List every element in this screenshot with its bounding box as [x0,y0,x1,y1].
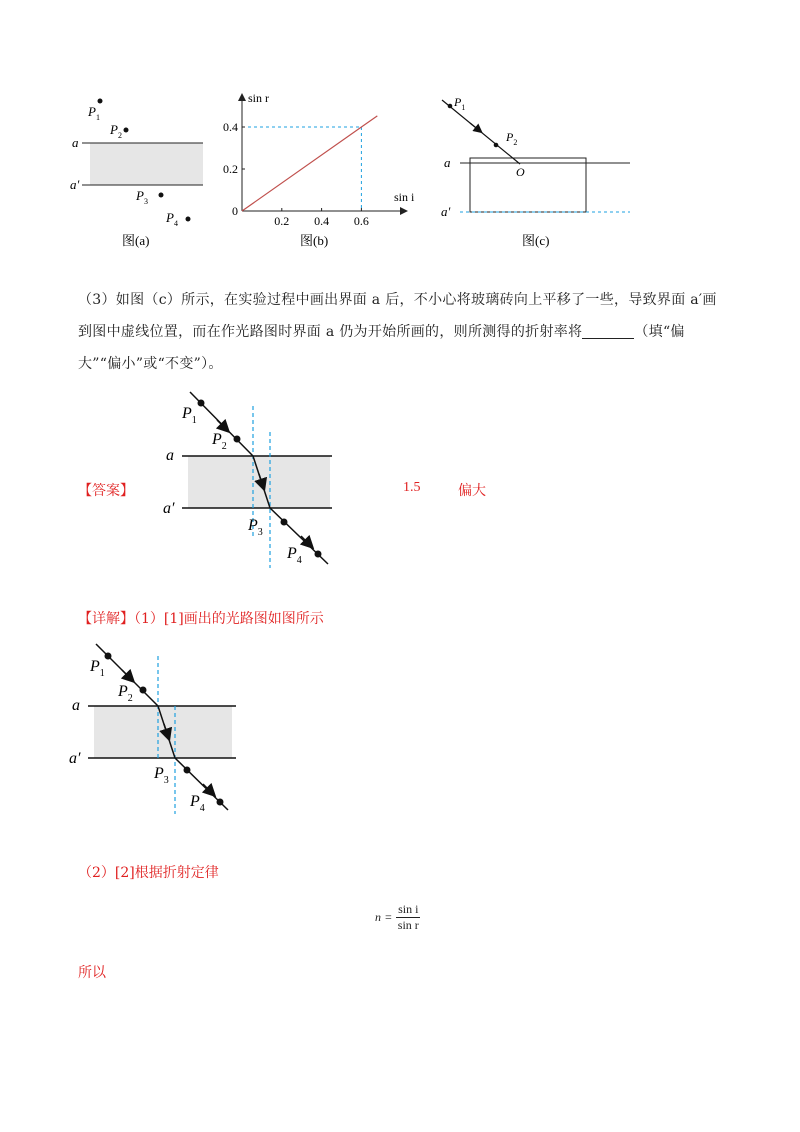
pin-p1 [98,99,103,104]
refraction-formula [375,902,421,933]
label-p3: $P_3$ [154,765,169,786]
label-a-prime: a′ [69,750,81,767]
pin-p3 [159,193,164,198]
formula-denominator: sin r [397,918,419,932]
label-p2: $P_2$ [118,683,133,704]
pin-p4 [186,217,191,222]
pin-p3 [281,519,288,526]
label-a-prime: a′ [441,204,451,219]
figure-a [60,88,220,258]
label-a-prime: a′ [163,500,175,517]
data-line [242,116,377,211]
question-3-text: （3）如图（c）所示，在实验过程中画出界面 a 后，不小心将玻璃砖向上平移了一些，导致界面 a′画到图中虚线位置，而在作光路图时界面 a 仍为开始所画的，则所测得的折射率将 [78,292,717,340]
pin-p4 [315,551,322,558]
label-p2: $P_2$ [212,431,227,452]
label-p1: $P_1$ [90,658,105,679]
pin-p3 [184,767,191,774]
caption-c: 图(c) [522,233,550,248]
formula-fraction [396,902,421,933]
glass-block [90,143,203,185]
y-tick-label: 0.2 [223,162,238,176]
label-a: a [444,155,451,170]
ray-arrow [470,123,480,131]
x-axis-label: sin i [394,190,415,204]
arrow-1 [122,670,131,679]
label-a: a [166,447,174,464]
formula-numerator: sin i [398,902,419,916]
answer-value-1: 1.5 [403,480,421,495]
pin-p2 [494,143,499,148]
x-tick-label: 0.4 [314,214,330,228]
label-p1: $P_1$ [182,405,197,426]
label-p2: $P_2$ [110,122,122,140]
figure-b-chart [222,88,422,258]
detail-diagram [66,638,266,828]
detail-step-2: （2）[2]根据折射定律 [78,865,219,881]
detail-so: 所以 [78,965,106,981]
pin-p1 [448,104,453,109]
caption-a: 图(a) [122,233,150,248]
label-p3: $P_3$ [248,517,263,538]
y-tick-label: 0.4 [223,120,238,134]
answer-value-2: 偏大 [458,483,486,499]
formula-eq: = [385,910,392,924]
x-tick-label: 0.2 [274,214,290,228]
label-o: O [516,165,525,179]
y-axis-label: sin r [248,91,269,105]
figure-c [430,88,640,258]
pin-p1 [198,400,205,407]
detail-step-1-text: （1）[1]画出的光路图如图所示 [134,611,324,627]
arrow-3 [203,784,212,793]
label-p4: $P_4$ [190,793,205,814]
label-p2: $P_2$ [506,130,518,147]
question-3-text-2: （填“偏大”“偏小”或“不变”）。 [78,324,685,372]
label-a: a [72,697,80,714]
label-p1: $P_1$ [88,104,100,122]
pin-p2 [140,687,147,694]
formula-lhs: n [375,910,381,924]
label-p4: $P_4$ [166,210,178,228]
label-a-prime: a′ [70,177,80,192]
caption-b: 图(b) [300,233,329,248]
glass-block-outline [470,158,586,212]
detail-label: 【详解】 [78,611,134,627]
question-3 [78,284,718,380]
label-a: a [72,135,79,150]
label-p1: $P_1$ [454,95,466,112]
arrow-1 [217,420,226,429]
pin-p2 [234,436,241,443]
label-p4: $P_4$ [287,545,302,566]
pin-p2 [124,128,129,133]
answer-blank [582,322,634,339]
glass-block [188,456,330,508]
answer-diagram [160,388,360,578]
x-tick-label: 0.6 [353,214,369,228]
origin-label: 0 [232,204,238,218]
glass-block [94,706,232,758]
detail-step-1 [78,608,324,628]
label-p3: $P_3$ [136,188,148,206]
pin-p1 [105,653,112,660]
arrow-3 [301,536,310,545]
answer-label: 【答案】 [78,483,134,499]
pin-p4 [217,799,224,806]
